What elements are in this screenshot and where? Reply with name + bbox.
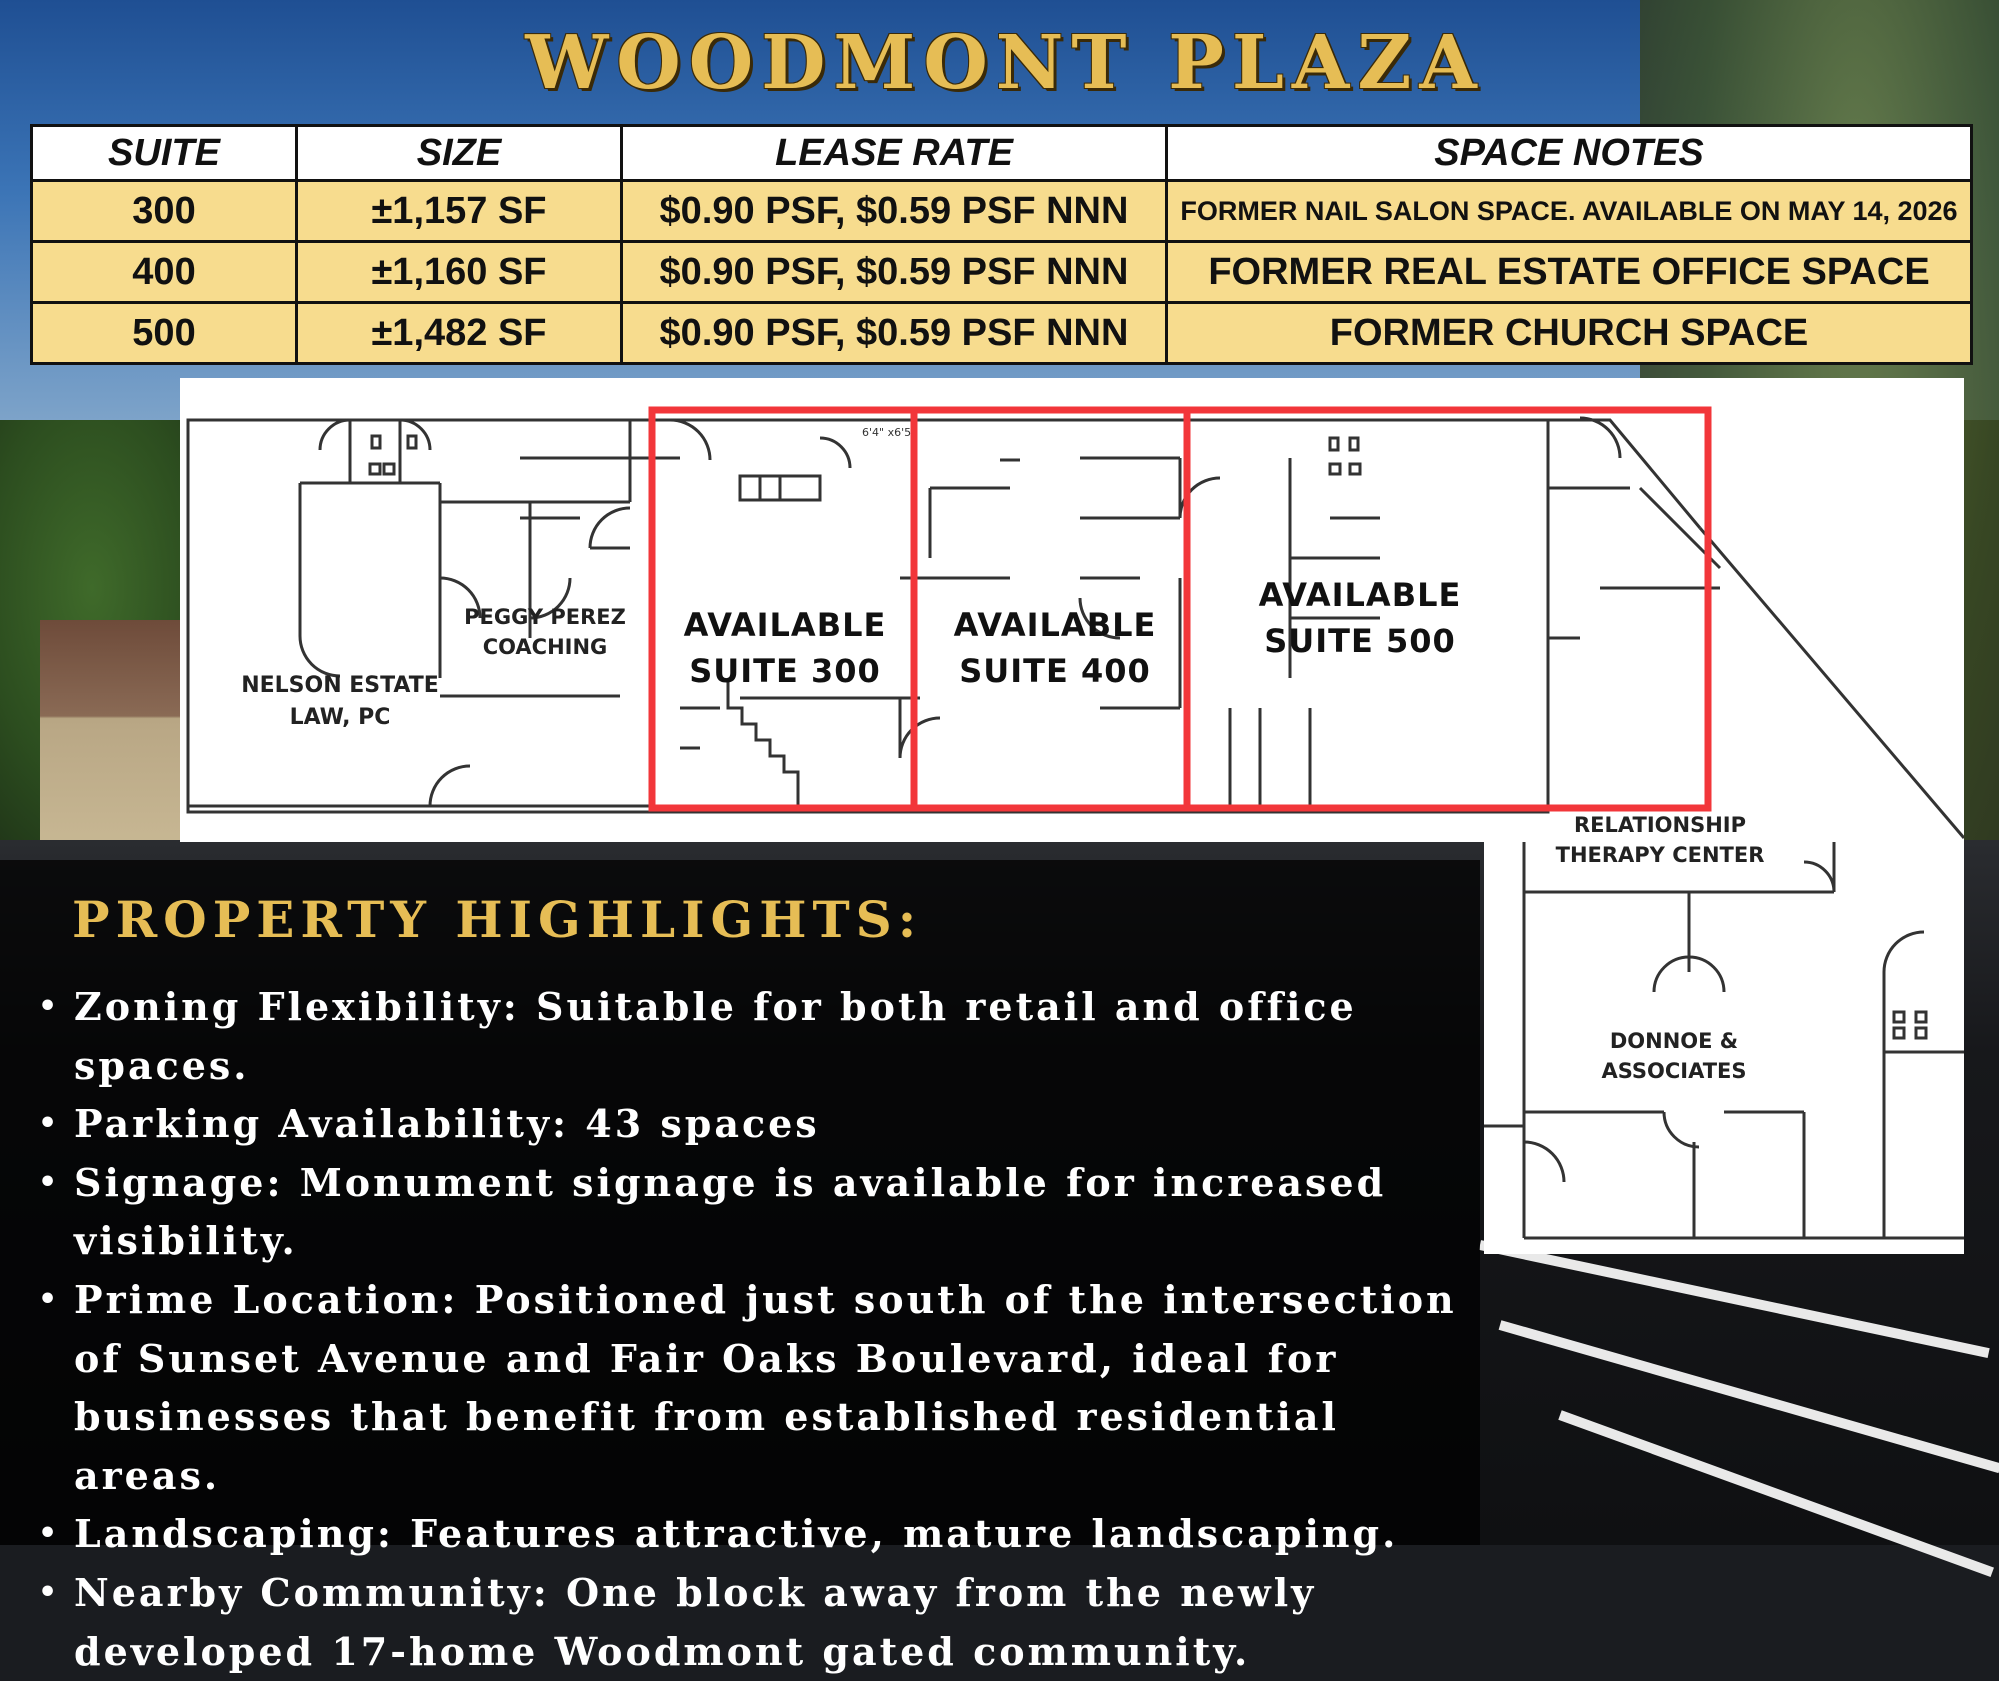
cell-suite: 400 [32,242,297,303]
header-space-notes: SPACE NOTES [1167,126,1972,181]
table-row [32,303,1972,364]
lease-table [30,124,1973,365]
list-item: • Zoning Flexibility: Suitable for both retail and office spaces. [38,978,1468,1095]
cell-suite: 500 [32,303,297,364]
header-size: SIZE [297,126,622,181]
floor-plan-wing [1484,842,1964,1254]
list-item: • Parking Availability: 43 spaces [38,1095,1468,1154]
tenant-label-donnoe: DONNOE & ASSOCIATES [1601,1029,1747,1084]
dimension-note: 6'4" x6'5" [862,426,917,439]
page-title: WOODMONT PLAZA [525,20,1485,106]
list-item: • Prime Location: Positioned just south of the intersection of Sunset Avenue and Fair Oaks Boulevard, ideal for businesses that benefit from established residential areas. [38,1271,1468,1505]
highlights-list [38,978,1468,1681]
highlights-heading: PROPERTY HIGHLIGHTS: [72,890,923,949]
cell-size: ±1,160 SF [297,242,622,303]
table-header-row [32,126,1972,181]
floor-plan-main [180,378,1964,842]
tenant-label-relationship: RELATIONSHIP THERAPY CENTER [1555,813,1765,868]
available-suite-400-label: AVAILABLE SUITE 400 [953,606,1157,691]
table-row [32,181,1972,242]
available-suite-300-label: AVAILABLE SUITE 300 [683,606,887,691]
available-suite-500-label: AVAILABLE SUITE 500 [1258,576,1462,661]
header-suite: SUITE [32,126,297,181]
list-item: • Landscaping: Features attractive, mature landscaping. [38,1505,1468,1564]
cell-space-notes: FORMER REAL ESTATE OFFICE SPACE [1167,242,1972,303]
cell-size: ±1,157 SF [297,181,622,242]
list-item: • Signage: Monument signage is available for increased visibility. [38,1154,1468,1271]
building-photo [40,620,200,860]
cell-space-notes: FORMER CHURCH SPACE [1167,303,1972,364]
cell-lease-rate: $0.90 PSF, $0.59 PSF NNN [622,242,1167,303]
header-lease-rate: LEASE RATE [622,126,1167,181]
tenant-label-peggy: PEGGY PEREZ COACHING [464,605,626,660]
cell-space-notes: FORMER NAIL SALON SPACE. AVAILABLE ON MAY 14, 2026 [1167,181,1972,242]
cell-suite: 300 [32,181,297,242]
cell-lease-rate: $0.90 PSF, $0.59 PSF NNN [622,181,1167,242]
table-row [32,242,1972,303]
tenant-label-nelson: NELSON ESTATE LAW, PC [241,673,439,730]
cell-lease-rate: $0.90 PSF, $0.59 PSF NNN [622,303,1167,364]
cell-size: ±1,482 SF [297,303,622,364]
list-item: • Nearby Community: One block away from the newly developed 17-home Woodmont gated community. [38,1564,1468,1681]
